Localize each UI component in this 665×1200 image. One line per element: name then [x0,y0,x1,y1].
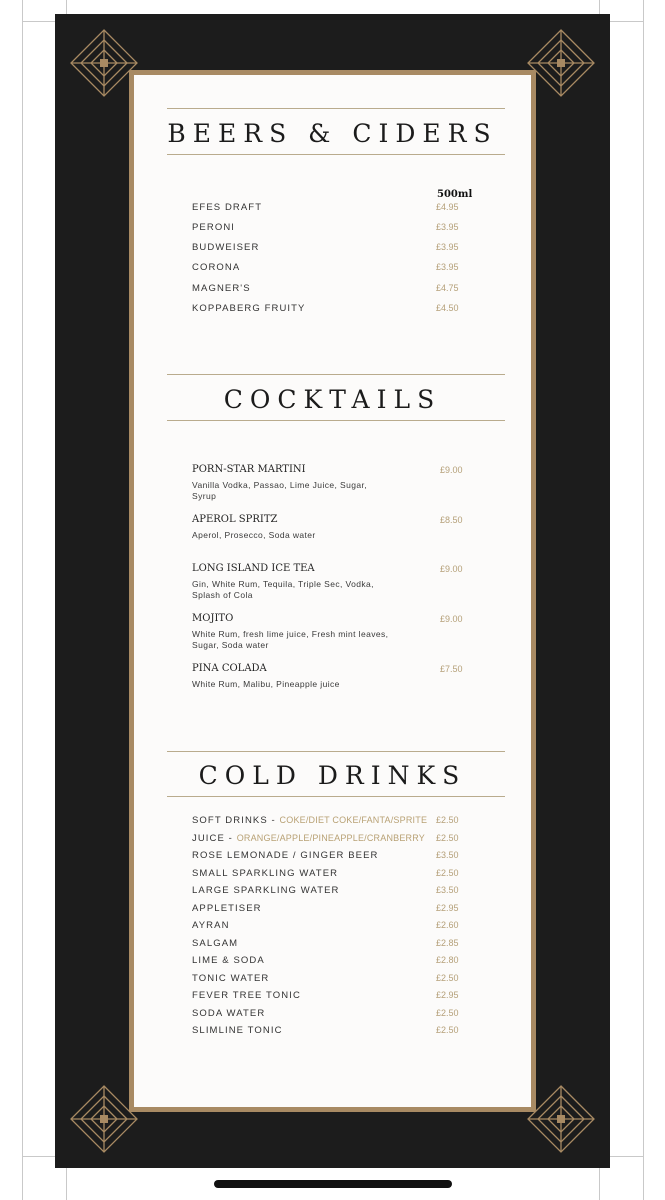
item-price: £2.50 [436,815,459,825]
crop-mark-top-h-right [610,21,643,22]
beer-row [192,262,472,276]
beers-rule-bottom [167,154,505,155]
item-name: MOJITO [192,613,234,624]
cold-drink-row [192,885,472,899]
beer-row [192,202,472,216]
item-name-main: SOFT DRINKS - [192,815,280,826]
crop-mark-bottom-right [599,1168,600,1200]
item-name: SODA WATER [192,1008,266,1019]
cocktail-item [192,563,472,601]
cold-drink-row [192,833,472,847]
beer-row [192,283,472,297]
cold-drink-row [192,1008,472,1022]
item-name: SLIMLINE TONIC [192,1025,283,1036]
item-price: £2.80 [436,955,459,965]
ornament-bottom-right-icon [526,1084,596,1154]
item-name: ROSE LEMONADE / GINGER BEER [192,850,379,861]
cocktail-item [192,613,472,651]
item-name: LONG ISLAND ICE TEA [192,563,315,574]
cold-drinks-heading: COLD DRINKS [198,761,467,790]
crop-mark-bottom-left [66,1168,67,1200]
cold-drinks-rule-bottom [167,796,505,797]
cold-drink-row [192,938,472,952]
item-name: CORONA [192,262,241,273]
crop-mark-top-left [66,0,67,14]
item-price: £3.50 [436,885,459,895]
item-price: £3.95 [436,242,459,252]
item-price: £2.50 [436,1008,459,1018]
cold-drink-row [192,920,472,934]
cold-drink-row [192,990,472,1004]
cold-drink-row [192,815,472,829]
cold-drink-row [192,1025,472,1039]
item-description: White Rum, Malibu, Pineapple juice [192,679,340,689]
cocktails-rule-top [167,374,505,375]
item-description: Vanilla Vodka, Passao, Lime Juice, Sugar, Syrup [192,480,368,501]
cold-drink-row [192,868,472,882]
item-description: Aperol, Prosecco, Soda water [192,530,316,540]
item-price: £2.85 [436,938,459,948]
item-name: BUDWEISER [192,242,260,253]
item-price: £9.00 [440,614,463,624]
item-description: White Rum, fresh lime juice, Fresh mint leaves, Sugar, Soda water [192,629,389,650]
beers-heading: BEERS & CIDERS [167,119,498,148]
crop-mark-left [22,0,23,1200]
item-name: LARGE SPARKLING WATER [192,885,340,896]
beers-rule-top [167,108,505,109]
item-name: AYRAN [192,920,230,931]
item-price: £4.50 [436,303,459,313]
item-name [192,815,427,826]
item-price: £2.50 [436,1025,459,1035]
item-name [192,833,425,844]
item-name-main: JUICE - [192,833,237,844]
home-indicator[interactable] [214,1180,452,1188]
cold-drinks-rule-top [167,751,505,752]
item-price: £3.95 [436,222,459,232]
item-name: SMALL SPARKLING WATER [192,868,339,879]
item-price: £9.00 [440,564,463,574]
crop-mark-bottom-h-right [610,1156,643,1157]
item-name: LIME & SODA [192,955,265,966]
crop-mark-bottom-h-left [22,1156,55,1157]
cocktails-heading: COCKTAILS [223,385,442,414]
cold-drink-row [192,955,472,969]
item-price: £2.95 [436,990,459,1000]
beers-size-header: 500ml [437,189,473,200]
item-price: £3.50 [436,850,459,860]
item-price: £9.00 [440,465,463,475]
ornament-top-right-icon [526,28,596,98]
crop-mark-top-right [599,0,600,14]
cocktail-item [192,464,472,502]
beer-row [192,303,472,317]
item-price: £2.60 [436,920,459,930]
item-name: PINA COLADA [192,663,267,674]
item-price: £2.95 [436,903,459,913]
cocktail-item [192,514,472,541]
cocktail-item [192,663,472,690]
cold-drink-row [192,973,472,987]
cold-drink-row [192,850,472,864]
crop-mark-top-h-left [22,21,55,22]
cold-drink-row [192,903,472,917]
item-description: Gin, White Rum, Tequila, Triple Sec, Vodka, Splash of Cola [192,579,374,600]
beer-row [192,242,472,256]
item-name: EFES DRAFT [192,202,263,213]
item-price: £3.95 [436,262,459,272]
item-price: £8.50 [440,515,463,525]
item-price: £4.75 [436,283,459,293]
item-name: APEROL SPRITZ [192,514,278,525]
menu-panel [129,70,536,1112]
cocktails-rule-bottom [167,420,505,421]
item-name: SALGAM [192,938,239,949]
item-name: PERONI [192,222,236,233]
item-subtitle: ORANGE/APPLE/PINEAPPLE/CRANBERRY [236,833,425,843]
item-name: APPLETISER [192,903,262,914]
item-price: £2.50 [436,973,459,983]
item-name: PORN-STAR MARTINI [192,464,306,475]
item-name: FEVER TREE TONIC [192,990,301,1001]
item-price: £2.50 [436,868,459,878]
item-name: TONIC WATER [192,973,270,984]
beer-row [192,222,472,236]
item-price: £7.50 [440,664,463,674]
crop-mark-right [643,0,644,1200]
item-price: £4.95 [436,202,459,212]
item-name: MAGNER'S [192,283,251,294]
item-name: KOPPABERG FRUITY [192,303,306,314]
item-subtitle: COKE/DIET COKE/FANTA/SPRITE [279,815,428,825]
item-price: £2.50 [436,833,459,843]
